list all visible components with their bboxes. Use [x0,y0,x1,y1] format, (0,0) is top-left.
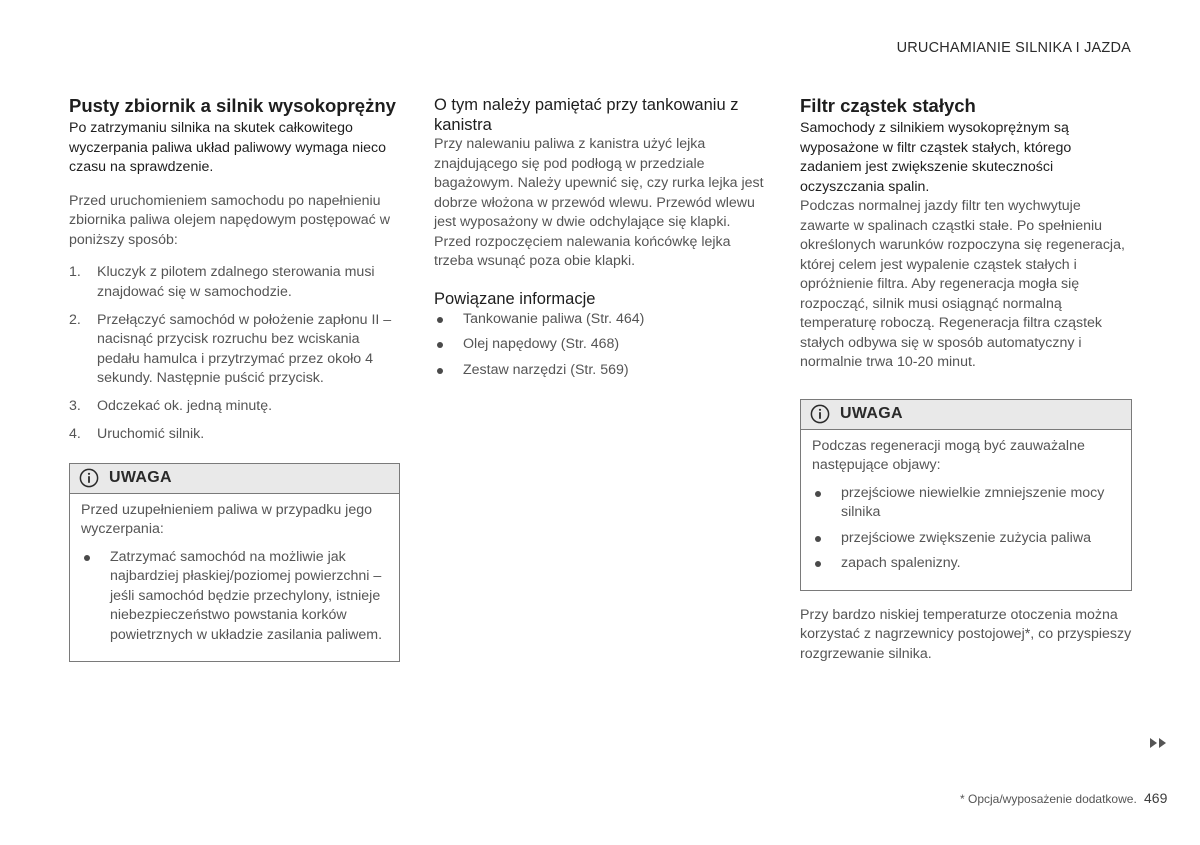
column-particle-filter [800,95,1132,664]
note-body [801,430,1131,590]
note-text: Przed uzupełnieniem paliwa w przypadku jego wyczerpania: [81,501,373,537]
section-header: URUCHAMIANIE SILNIKA I JAZDA [896,40,1131,56]
double-triangle-right-icon [1150,738,1168,748]
lead-paragraph: Po zatrzymaniu silnika na skutek całkowitego wyczerpania paliwa układ paliwowy wymaga nieco czasu na sprawdzenie. [69,120,387,175]
note-bullets [81,548,388,646]
note-header [801,400,1131,430]
note-body [70,494,399,662]
list-item: przejściowe zwiększenie zużycia paliwa [812,529,1120,549]
after-paragraph: Przy bardzo niskiej temperaturze otoczenia można korzystać z nagrzewnicy postojowej*, co przyspieszy rozgrzewanie silnika. [800,606,1132,662]
info-icon [810,404,830,424]
note-box [800,399,1132,591]
related-links [434,310,766,381]
note-header [70,464,399,494]
body-paragraph: Przy nalewaniu paliwa z kanistra użyć lejka znajdującego się pod podłogą w przedziale bagażowym. Należy upewnić się, czy rurka lejka jest dobrze włożona w przewód wlewu. Przewód wlewu jest wyposażony w dwie odchylające się klapki. Przed rozpoczęciem nalewania końcówkę lejka trzeba wsunąć poza obie klapki. [434,136,764,269]
footnote: * Opcja/wyposażenie dodatkowe. [960,792,1137,806]
note-title: UWAGA [840,405,903,422]
lead-paragraph: Samochody z silnikiem wysokoprężnym są wyposażone w filtr cząstek stałych, którego zadaniem jest zwiększenie skuteczności oczyszczania spalin. [800,120,1072,195]
note-text: Podczas regeneracji mogą być zauważalne następujące objawy: [812,437,1085,473]
related-link[interactable]: Zestaw narzędzi (Str. 569) [434,361,766,381]
related-link[interactable]: Tankowanie paliwa (Str. 464) [434,310,766,330]
column-canister-refuel [434,95,766,386]
column-diesel-empty-tank [69,95,400,662]
related-info-title: Powiązane informacje [434,289,596,308]
note-bullets [812,484,1120,574]
body-paragraph: Podczas normalnej jazdy filtr ten wychwytuje zawarte w spalinach cząstki stałe. Po spełnieniu określonych warunków rozpoczyna się regeneracja, której celem jest wypalenie cząstek stałych i opróżnienie filtra. Aby regeneracja mogła się rozpocząć, silnik musi osiągnąć normalną temperaturę roboczą. Regeneracja filtra cząstek stałych odbywa się w sposób automatyczny i normalnie trwa 10-20 minut. [800,198,1125,370]
step-item: 2. Przełączyć samochód w położenie zapłonu II – nacisnąć przycisk rozruchu bez wciskania pedału hamulca i przytrzymać przez około 4 sekundy. Następnie puścić przycisk. [69,311,392,386]
list-item: przejściowe niewielkie zmniejszenie mocy silnika [812,484,1120,523]
section-title: Pusty zbiornik a silnik wysokoprężny [69,95,396,116]
step-item: 3. Odczekać ok. jedną minutę. [69,398,273,414]
note-title: UWAGA [109,469,172,486]
page-number: 469 [1144,790,1168,806]
info-icon [79,468,99,488]
intro-paragraph: Przed uruchomieniem samochodu po napełnieniu zbiornika paliwa olejem napędowym postępować w poniższy sposób: [69,192,390,248]
list-item: Zatrzymać samochód na możliwie jak najbardziej płaskiej/poziomej powierzchni – jeśli samochód będzie przechylony, istnieje niebezpieczeństwo powstania korków powietrznych w układzie zasilania paliwem. [81,548,388,646]
section-title: Filtr cząstek stałych [800,95,976,116]
step-item: 1. Kluczyk z pilotem zdalnego sterowania musi znajdować się w samochodzie. [69,264,375,300]
step-item: 4. Uruchomić silnik. [69,426,205,442]
note-box [69,463,400,663]
section-title: O tym należy pamiętać przy tankowaniu z kanistra [434,96,739,134]
related-link[interactable]: Olej napędowy (Str. 468) [434,335,766,355]
steps-list [69,263,400,445]
list-item: zapach spalenizny. [812,554,1120,574]
